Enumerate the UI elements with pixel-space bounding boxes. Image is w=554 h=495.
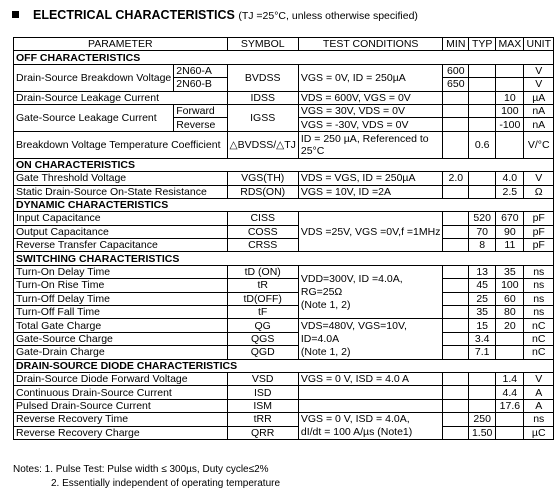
table-row <box>14 306 554 319</box>
bullet-square-icon <box>12 11 19 18</box>
unit-qgs: nC <box>524 332 554 345</box>
table-row <box>14 426 554 440</box>
cond-rr-line2: dI/dt = 100 A/µs (Note1) <box>300 426 413 439</box>
cond-switching <box>298 265 443 319</box>
max-tdon: 35 <box>496 265 524 278</box>
unit-bvtc: V/°C <box>524 131 554 158</box>
table-row <box>14 131 554 158</box>
section-title <box>12 8 418 22</box>
param-bvtc: Breakdown Voltage Temperature Coefficient <box>14 131 228 158</box>
unit-qrr: µC <box>524 426 554 440</box>
param-vgsth: Gate Threshold Voltage <box>14 172 228 185</box>
symbol-ism: ISM <box>227 399 298 412</box>
typ-coss: 70 <box>469 225 496 238</box>
param-idss: Drain-Source Leakage Current <box>14 91 228 104</box>
cond-igss-fwd: VGS = 30V, VDS = 0V <box>298 104 443 117</box>
cond-bvtc-line2: 25°C <box>300 144 325 157</box>
cond-igss-rev: VGS = -30V, VDS = 0V <box>298 118 443 131</box>
cond-charge-line2: ID=4.0A <box>300 332 340 345</box>
unit-rdson: Ω <box>524 185 554 198</box>
unit-qgd: nC <box>524 346 554 359</box>
section-dynamic: DYNAMIC CHARACTERISTICS <box>14 198 554 211</box>
cond-rdson: VGS = 10V, ID =2A <box>298 185 443 198</box>
table-row <box>14 185 554 198</box>
symbol-bvtc: △BVDSS/△TJ <box>227 131 298 158</box>
param-qgd: Gate-Drain Charge <box>14 346 228 359</box>
max-igss-rev: -100 <box>496 118 524 131</box>
max-qg: 20 <box>496 319 524 332</box>
param-qg: Total Gate Charge <box>14 319 228 332</box>
header-unit: UNIT <box>524 38 554 51</box>
sub-reverse: Reverse <box>174 118 227 131</box>
cond-bvtc-line1: ID = 250 µA, Referenced to <box>300 132 429 145</box>
param-ciss: Input Capacitance <box>14 212 228 225</box>
table-row <box>14 399 554 412</box>
typ-tr: 45 <box>469 279 496 292</box>
unit-qg: nC <box>524 319 554 332</box>
cond-bvtc <box>298 131 443 158</box>
typ-tf: 35 <box>469 306 496 319</box>
max-ism: 17.6 <box>496 399 524 412</box>
max-isd: 4.4 <box>496 386 524 399</box>
unit-bvdss-a: V <box>524 64 554 77</box>
table-row <box>14 64 554 77</box>
note-1: Notes: 1. Pulse Test: Pulse width ≤ 300µs, Duty cycle≤2% <box>13 464 269 475</box>
table-row <box>14 212 554 225</box>
unit-crss: pF <box>524 239 554 252</box>
param-tf: Turn-Off Fall Time <box>14 306 228 319</box>
param-bvdss: Drain-Source Breakdown Voltage <box>14 64 174 91</box>
symbol-trr: tRR <box>227 413 298 427</box>
table-row <box>14 265 554 278</box>
cond-charge <box>298 319 443 359</box>
param-rdson: Static Drain-Source On-State Resistance <box>14 185 228 198</box>
section-diode: DRAIN-SOURCE DIODE CHARACTERISTICS <box>14 359 554 372</box>
table-row <box>14 332 554 345</box>
param-ism: Pulsed Drain-Source Current <box>14 399 228 412</box>
title-condition: (TJ =25°C, unless otherwise specified) <box>238 10 418 22</box>
typ-crss: 8 <box>469 239 496 252</box>
unit-igss-fwd: nA <box>524 104 554 117</box>
param-tdoff: Turn-Off Delay Time <box>14 292 228 305</box>
max-idss: 10 <box>496 91 524 104</box>
max-vgsth: 4.0 <box>496 172 524 185</box>
max-crss: 11 <box>496 239 524 252</box>
section-off: OFF CHARACTERISTICS <box>14 51 554 64</box>
cond-reverse-recovery <box>298 413 443 440</box>
unit-ism: A <box>524 399 554 412</box>
symbol-tr: tR <box>227 279 298 292</box>
symbol-coss: COSS <box>227 225 298 238</box>
table-row <box>14 319 554 332</box>
unit-tr: ns <box>524 279 554 292</box>
unit-tdon: ns <box>524 265 554 278</box>
unit-tdoff: ns <box>524 292 554 305</box>
symbol-ciss: CISS <box>227 212 298 225</box>
param-qgs: Gate-Source Charge <box>14 332 228 345</box>
table-row <box>14 372 554 385</box>
sub-2n60a: 2N60-A <box>174 64 227 77</box>
param-isd: Continuous Drain-Source Current <box>14 386 228 399</box>
table-row <box>14 279 554 292</box>
table-row <box>14 386 554 399</box>
max-tdoff: 60 <box>496 292 524 305</box>
electrical-characteristics-table <box>13 37 554 440</box>
section-on: ON CHARACTERISTICS <box>14 158 554 171</box>
unit-coss: pF <box>524 225 554 238</box>
table-row <box>14 225 554 238</box>
symbol-igss: IGSS <box>227 104 298 131</box>
max-tr: 100 <box>496 279 524 292</box>
typ-qgs: 3.4 <box>469 332 496 345</box>
symbol-qrr: QRR <box>227 426 298 440</box>
cond-switching-line3: (Note 1, 2) <box>300 298 351 311</box>
param-trr: Reverse Recovery Time <box>14 413 228 427</box>
min-bvdss-a: 600 <box>443 64 469 77</box>
symbol-isd: ISD <box>227 386 298 399</box>
unit-vgsth: V <box>524 172 554 185</box>
table-row <box>14 172 554 185</box>
header-test-conditions: TEST CONDITIONS <box>298 38 443 51</box>
param-coss: Output Capacitance <box>14 225 228 238</box>
cond-vgsth: VDS = VGS, ID = 250µA <box>298 172 443 185</box>
symbol-rdson: RDS(ON) <box>227 185 298 198</box>
max-tf: 80 <box>496 306 524 319</box>
max-rdson: 2.5 <box>496 185 524 198</box>
table-row <box>14 413 554 427</box>
unit-isd: A <box>524 386 554 399</box>
cond-switching-line1: VDD=300V, ID =4.0A, <box>300 272 403 285</box>
table-row <box>14 346 554 359</box>
max-igss-fwd: 100 <box>496 104 524 117</box>
title-text: ELECTRICAL CHARACTERISTICS <box>33 8 235 22</box>
symbol-qgd: QGD <box>227 346 298 359</box>
max-ciss: 670 <box>496 212 524 225</box>
min-vgsth: 2.0 <box>443 172 469 185</box>
unit-igss-rev: nA <box>524 118 554 131</box>
typ-trr: 250 <box>469 413 496 427</box>
unit-vsd: V <box>524 372 554 385</box>
unit-trr: ns <box>524 413 554 427</box>
cond-rr-line1: VGS = 0 V, ISD = 4.0A, <box>300 413 410 426</box>
cond-charge-line3: (Note 1, 2) <box>300 345 351 358</box>
header-typ: TYP <box>469 38 496 51</box>
typ-tdon: 13 <box>469 265 496 278</box>
symbol-tf: tF <box>227 306 298 319</box>
param-vsd: Drain-Source Diode Forward Voltage <box>14 372 228 385</box>
typ-ciss: 520 <box>469 212 496 225</box>
symbol-qgs: QGS <box>227 332 298 345</box>
cond-vsd: VGS = 0 V, ISD = 4.0 A <box>298 372 443 385</box>
cond-charge-line1: VDS=480V, VGS=10V, <box>300 319 407 332</box>
cond-idss: VDS = 600V, VGS = 0V <box>298 91 443 104</box>
unit-tf: ns <box>524 306 554 319</box>
symbol-vgsth: VGS(TH) <box>227 172 298 185</box>
symbol-tdoff: tD(OFF) <box>227 292 298 305</box>
table-row <box>14 91 554 104</box>
symbol-idss: IDSS <box>227 91 298 104</box>
typ-qg: 15 <box>469 319 496 332</box>
symbol-vsd: VSD <box>227 372 298 385</box>
max-vsd: 1.4 <box>496 372 524 385</box>
table-row <box>14 292 554 305</box>
cond-dynamic: VDS =25V, VGS =0V,f =1MHz <box>298 212 443 252</box>
notes <box>13 463 280 491</box>
unit-idss: µA <box>524 91 554 104</box>
sub-forward: Forward <box>174 104 227 117</box>
typ-bvtc: 0.6 <box>469 131 496 158</box>
typ-tdoff: 25 <box>469 292 496 305</box>
header-max: MAX <box>496 38 524 51</box>
typ-qgd: 7.1 <box>469 346 496 359</box>
symbol-crss: CRSS <box>227 239 298 252</box>
table-header-row <box>14 38 554 51</box>
param-igss: Gate-Source Leakage Current <box>14 104 174 131</box>
header-parameter: PARAMETER <box>14 38 228 51</box>
table-row <box>14 239 554 252</box>
param-tr: Turn-On Rise Time <box>14 279 228 292</box>
section-switching: SWITCHING CHARACTERISTICS <box>14 252 554 265</box>
sub-2n60b: 2N60-B <box>174 78 227 91</box>
unit-bvdss-b: V <box>524 78 554 91</box>
typ-qrr: 1.50 <box>469 426 496 440</box>
param-qrr: Reverse Recovery Charge <box>14 426 228 440</box>
note-2: 2. Essentially independent of operating temperature <box>51 478 281 489</box>
param-tdon: Turn-On Delay Time <box>14 265 228 278</box>
table-row <box>14 104 554 117</box>
min-bvdss-b: 650 <box>443 78 469 91</box>
param-crss: Reverse Transfer Capacitance <box>14 239 228 252</box>
symbol-tdon: tD (ON) <box>227 265 298 278</box>
cond-switching-line2: RG=25Ω <box>300 285 343 298</box>
header-min: MIN <box>443 38 469 51</box>
unit-ciss: pF <box>524 212 554 225</box>
cond-bvdss: VGS = 0V, ID = 250µA <box>298 64 443 91</box>
symbol-bvdss: BVDSS <box>227 64 298 91</box>
max-coss: 90 <box>496 225 524 238</box>
symbol-qg: QG <box>227 319 298 332</box>
header-symbol: SYMBOL <box>227 38 298 51</box>
